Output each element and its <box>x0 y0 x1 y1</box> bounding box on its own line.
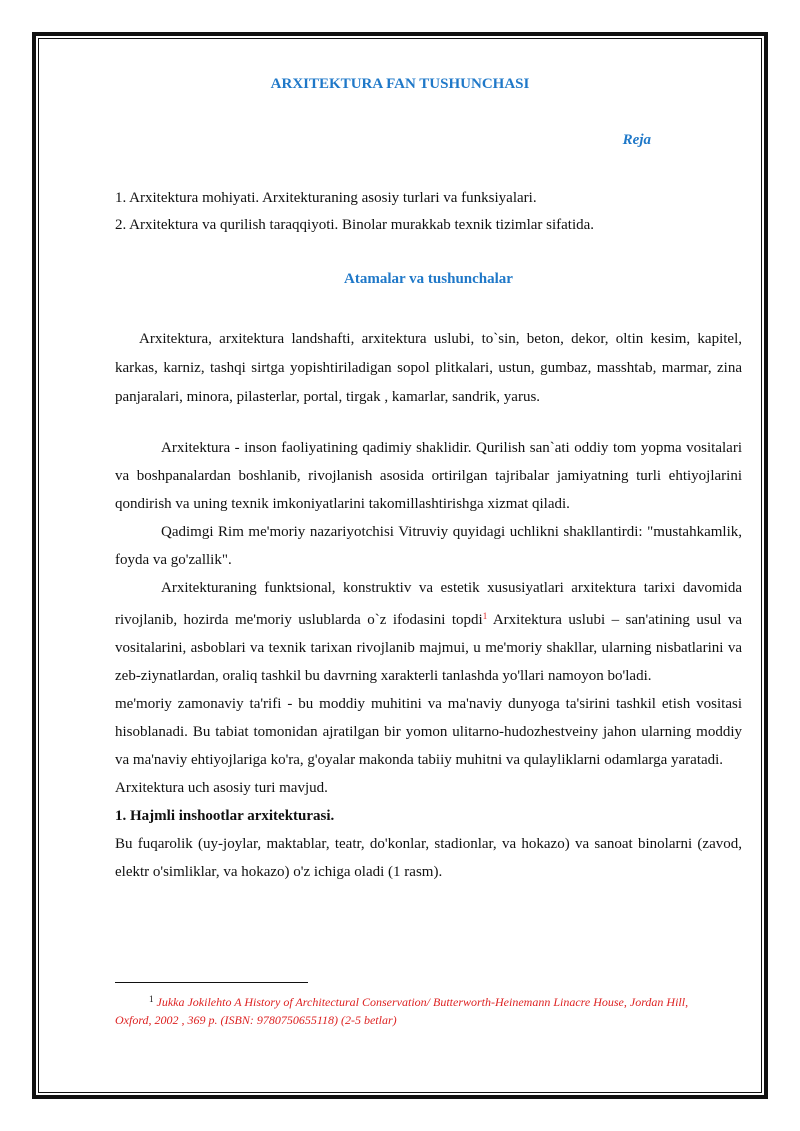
terms-heading: Atamalar va tushunchalar <box>344 271 513 287</box>
footnote-reference[interactable]: 1 <box>482 611 488 621</box>
footnote <box>115 990 715 1029</box>
plan-item: 2. Arxitektura va qurilish taraqqiyoti. Binolar murakkab texnik tizimlar sifatida. <box>115 217 595 233</box>
plan-item: 1. Arxitektura mohiyati. Arxitekturaning asosiy turlari va funksiyalari. <box>115 190 537 206</box>
paragraph: Arxitektura uch asosiy turi mavjud. <box>115 780 328 796</box>
terms-list: Arxitektura, arxitektura landshafti, arxitektura uslubi, to`sin, beton, dekor, oltin kesim, kapitel, karkas, karniz, tashqi sirtga yopishtiriladigan sopol plitkalari, ustun, gumbaz, masshtab, marmar, zina panjaralari, minora, pilasterlar, portal, tirgak , kamarlar, sandrik, yarus. <box>115 331 742 405</box>
plan-heading: Reja <box>622 132 651 148</box>
footnote-separator <box>115 982 308 983</box>
paragraph-text: Arxitekturaning funktsional, konstruktiv va estetik xususiyatlari arxitektura tarixi davomida rivojlanib, hozirda me'moriy uslublarda o`z ifodasini topdi <box>115 580 742 628</box>
paragraph <box>115 574 742 690</box>
paragraph-text: Arxitektura uslubi – san'atining usul va vositalarini, asboblari va texnik tarixan rivojlanib majmui, u me'moriy shakllar, ularning nisbatlarini va zeb-ziynatlardan, oraliq tashkil bu davrning xarakterli tanlashda yo'llari namoyon bo'ladi. <box>115 612 742 684</box>
main-text <box>115 434 742 886</box>
footnote-number: 1 <box>149 994 154 1004</box>
paragraph: Arxitektura - inson faoliyatining qadimiy shaklidir. Qurilish san`ati oddiy tom yopma vositalari va boshpanalardan boshlanib, rivojlanish asosida ortirilgan tajribalar jamiyatning turli ehtiyojlarini qondirish va uning texnik imkoniyatlarini takomillashtirishga xizmat qiladi. <box>115 440 742 512</box>
document-title: ARXITEKTURA FAN TUSHUNCHASI <box>270 76 530 92</box>
footnote-text: Jukka Jokilehto A History of Architectural Conservation/ Butterworth-Heinemann Linacre House, Jordan Hill, Oxford, 2002 , 369 p. (ISBN: 9780750655118) (2-5 betlar) <box>115 995 689 1027</box>
paragraph: me'moriy zamonaviy ta'rifi - bu moddiy muhitini va ma'naviy dunyoga ta'sirini tashkil etish vositasi hisoblanadi. Bu tabiat tomonidan ajratilgan bir yomon ulitarno-hudozhestveiny jahon ularning moddiy va ma'naviy ehtiyojlariga ko'ra, g'oyalar makonda tabiiy muhitni va qulayliklarni odamlarga yaratadi. <box>115 696 742 768</box>
paragraph: Qadimgi Rim me'moriy nazariyotchisi Vitruviy quyidagi uchlikni shakllantirdi: "mustahkamlik, foyda va go'zallik". <box>115 524 742 568</box>
paragraph: Bu fuqarolik (uy-joylar, maktablar, teatr, do'konlar, stadionlar, va hokazo) va sanoat binolarni (zavod, elektr o'simliklar, va hokazo) o'z ichiga oladi (1 rasm). <box>115 836 742 880</box>
section-heading: 1. Hajmli inshootlar arxitekturasi. <box>115 808 335 824</box>
